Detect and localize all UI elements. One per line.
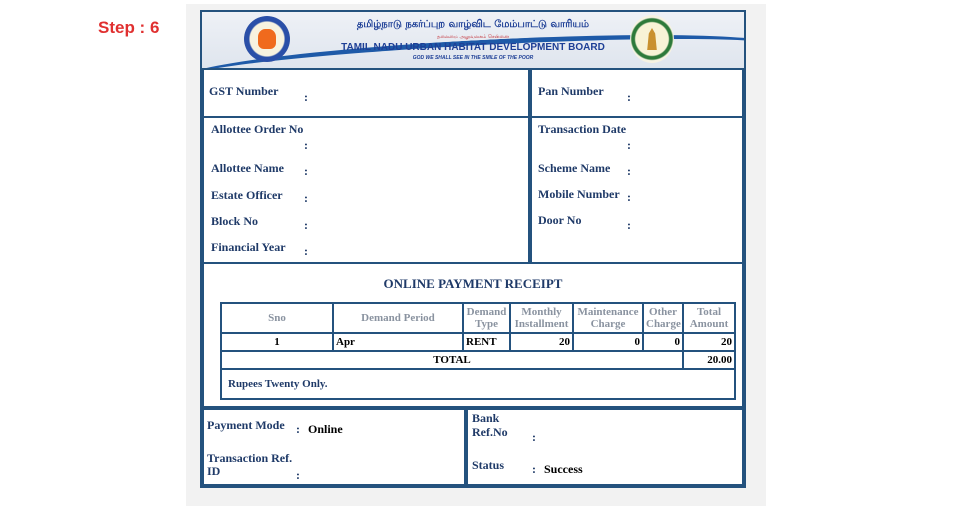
total-amount-header: Total Amount <box>683 303 735 333</box>
row-type: RENT <box>463 333 510 351</box>
payment-table <box>220 302 736 400</box>
allottee-name-label: Allottee Name <box>211 161 284 175</box>
transaction-date-colon: : <box>627 138 631 152</box>
tamil-title: தமிழ்நாடு நகர்ப்புற வாழ்விட மேம்பாட்டு வாரியம் <box>356 19 590 30</box>
scheme-name-label: Scheme Name <box>538 161 611 175</box>
bank-label: Bank <box>472 411 500 425</box>
government-emblem-icon <box>630 15 674 63</box>
total-value: 20.00 <box>683 351 735 369</box>
amount-in-words: Rupees Twenty Only. <box>221 369 735 399</box>
demand-type-header: Demand Type <box>463 303 510 333</box>
allottee-details <box>202 116 530 264</box>
row-monthly: 20 <box>510 333 573 351</box>
status-value: Success <box>544 462 583 476</box>
door-no-label: Door No <box>538 213 582 227</box>
mobile-number-label: Mobile Number <box>538 187 620 201</box>
total-row <box>221 351 735 369</box>
payment-mode-section <box>202 408 466 486</box>
total-label: TOTAL <box>221 351 683 369</box>
maintenance-charge-header: Maintenance Charge <box>573 303 643 333</box>
sno-header: Sno <box>221 303 333 333</box>
bank-ref-label: Ref.No <box>472 425 508 439</box>
transaction-id-label: ID <box>207 464 221 478</box>
estate-officer-label: Estate Officer <box>211 188 283 202</box>
payment-receipt <box>200 10 746 488</box>
mobile-number-colon: : <box>627 190 631 204</box>
bank-ref-colon: : <box>532 430 536 444</box>
block-no-colon: : <box>304 218 308 232</box>
status-label: Status <box>472 458 505 472</box>
table-header-row <box>221 303 735 333</box>
status-colon: : <box>532 462 536 476</box>
estate-officer-colon: : <box>304 191 308 205</box>
pan-section <box>530 68 744 118</box>
amount-words-row <box>221 369 735 399</box>
financial-year-colon: : <box>304 244 308 258</box>
gst-label: GST Number <box>209 84 279 98</box>
payment-mode-value: Online <box>308 422 343 436</box>
tamil-subtitle: தலைமை அலுவலகம் சென்னை <box>436 34 510 40</box>
row-maintenance: 0 <box>573 333 643 351</box>
transaction-details <box>530 116 744 264</box>
allottee-name-colon: : <box>304 164 308 178</box>
row-other: 0 <box>643 333 683 351</box>
gst-colon: : <box>304 90 308 104</box>
board-tagline: GOD WE SHALL SEE IN THE SMILE OF THE POOR <box>412 55 534 61</box>
step-label: Step : 6 <box>98 18 160 37</box>
transaction-date-label: Transaction Date <box>538 122 627 136</box>
allottee-order-colon: : <box>304 138 308 152</box>
block-no-label: Block No <box>211 214 259 228</box>
row-total: 20 <box>683 333 735 351</box>
receipt-title: ONLINE PAYMENT RECEIPT <box>383 276 563 291</box>
door-no-colon: : <box>627 218 631 232</box>
monthly-installment-header: Monthly Installment <box>510 303 573 333</box>
payment-mode-colon: : <box>296 422 300 436</box>
receipt-header <box>202 12 744 70</box>
payment-mode-label: Payment Mode <box>207 418 285 432</box>
allottee-order-label: Allottee Order No <box>211 122 304 136</box>
scheme-name-colon: : <box>627 164 631 178</box>
other-charge-header: Other Charge <box>643 303 683 333</box>
bank-status-section <box>466 408 744 486</box>
demand-period-header: Demand Period <box>333 303 463 333</box>
table-row <box>221 333 735 351</box>
transaction-ref-label: Transaction Ref. <box>207 451 293 465</box>
financial-year-label: Financial Year <box>211 240 286 254</box>
pan-colon: : <box>627 90 631 104</box>
pan-label: Pan Number <box>538 84 604 98</box>
transaction-ref-colon: : <box>296 468 300 482</box>
row-sno: 1 <box>221 333 333 351</box>
receipt-section <box>202 262 744 408</box>
row-period: Apr <box>333 333 463 351</box>
board-name: TAMIL NADU URBAN HABITAT DEVELOPMENT BOARD <box>341 42 605 53</box>
gst-section <box>202 68 530 118</box>
